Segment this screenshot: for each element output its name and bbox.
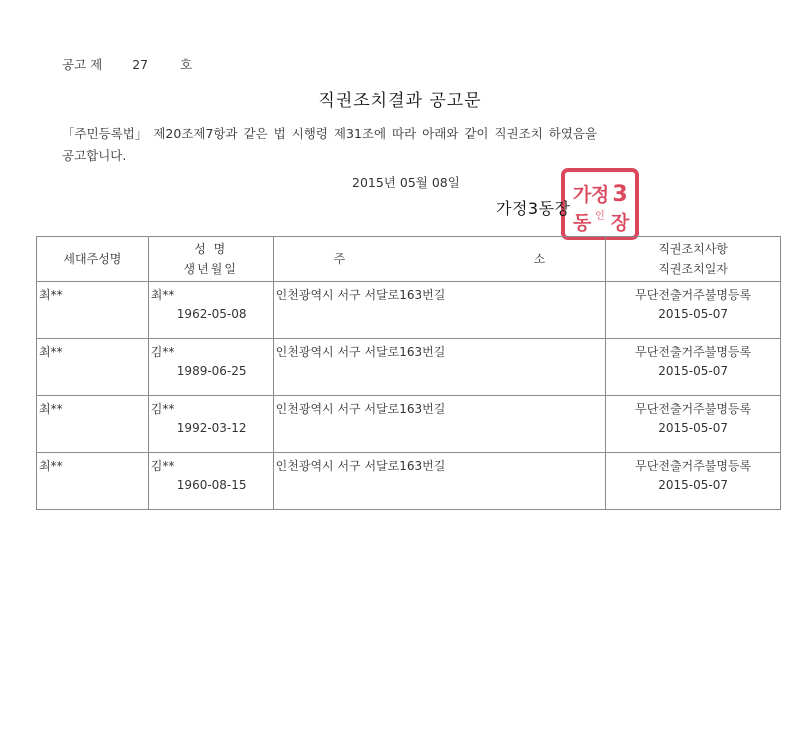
table-row xyxy=(37,396,781,453)
household-head-text: 최** xyxy=(39,345,63,359)
address-text: 인천광역시 서구 서달로163번길 xyxy=(275,288,446,302)
seal-char-6: 인 xyxy=(595,211,605,222)
person-name: 최** xyxy=(150,288,175,302)
header-address-left: 주 xyxy=(333,252,346,266)
action-cell xyxy=(606,282,781,339)
action-cell xyxy=(606,396,781,453)
action-text: 무단전출거주불명등록 xyxy=(635,345,752,359)
person-birthdate: 1960-08-15 xyxy=(176,478,247,492)
household-head-text: 최** xyxy=(39,402,63,416)
household-head-text: 최** xyxy=(39,288,63,302)
address-text: 인천광역시 서구 서달로163번길 xyxy=(275,459,446,473)
action-date-text: 2015-05-07 xyxy=(658,421,728,435)
notice-number-line xyxy=(62,55,192,73)
document-title: 직권조치결과 공고문 xyxy=(318,91,482,111)
seal-char-2: 정 xyxy=(590,184,610,206)
person-name: 김** xyxy=(150,402,175,416)
action-cell xyxy=(606,339,781,396)
person-birthdate: 1992-03-12 xyxy=(176,421,247,435)
household-head-cell xyxy=(37,282,149,339)
household-head-cell xyxy=(37,339,149,396)
body-text-line-2: 공고합니다. xyxy=(62,148,127,163)
person-birthdate: 1989-06-25 xyxy=(176,364,247,378)
action-cell xyxy=(606,453,781,510)
person-birthdate: 1962-05-08 xyxy=(176,307,247,321)
action-text: 무단전출거주불명등록 xyxy=(635,402,752,416)
name-birthdate-cell xyxy=(148,453,273,510)
household-head-text: 최** xyxy=(39,459,63,473)
household-head-cell xyxy=(37,396,149,453)
header-action xyxy=(606,237,781,282)
address-cell xyxy=(273,339,606,396)
action-date-text: 2015-05-07 xyxy=(658,364,728,378)
header-household-head-label: 세대주성명 xyxy=(63,252,122,266)
header-action-date-label: 직권조치일자 xyxy=(658,262,728,276)
address-text: 인천광역시 서구 서달로163번길 xyxy=(275,402,446,416)
header-household-head xyxy=(37,237,149,282)
notice-number: 27 xyxy=(132,57,149,72)
seal-char-3: 3 xyxy=(612,182,628,207)
table-row xyxy=(37,282,781,339)
action-text: 무단전출거주불명등록 xyxy=(635,459,752,473)
person-name: 김** xyxy=(150,459,175,473)
table-header-row xyxy=(37,237,781,282)
household-head-cell xyxy=(37,453,149,510)
table-row xyxy=(37,339,781,396)
seal-char-4: 동 xyxy=(572,212,592,234)
official-seal-stamp xyxy=(560,167,640,241)
header-address xyxy=(273,237,606,282)
action-date-text: 2015-05-07 xyxy=(658,307,728,321)
seal-char-5: 장 xyxy=(610,212,630,234)
table-row xyxy=(37,453,781,510)
header-action-item-label: 직권조치사항 xyxy=(658,242,728,256)
address-cell xyxy=(273,282,606,339)
name-birthdate-cell xyxy=(148,396,273,453)
notice-suffix: 호 xyxy=(180,57,193,72)
header-address-right: 소 xyxy=(533,252,546,266)
name-birthdate-cell xyxy=(148,282,273,339)
notice-label: 공고 제 xyxy=(62,57,103,72)
action-text: 무단전출거주불명등록 xyxy=(635,288,752,302)
body-text-line-1: 「주민등록법」 제20조제7항과 같은 법 시행령 제31조에 따라 아래와 같이 직권조치 하였음을 xyxy=(62,126,598,141)
signer-title: 가정3동장 xyxy=(496,199,571,218)
address-cell xyxy=(273,453,606,510)
action-date-text: 2015-05-07 xyxy=(658,478,728,492)
action-results-table xyxy=(36,236,781,510)
seal-char-1: 가 xyxy=(572,184,592,206)
person-name: 김** xyxy=(150,345,175,359)
header-birthdate-label: 생년월일 xyxy=(183,262,238,276)
name-birthdate-cell xyxy=(148,339,273,396)
address-cell xyxy=(273,396,606,453)
notice-date: 2015년 05월 08일 xyxy=(352,175,460,190)
address-text: 인천광역시 서구 서달로163번길 xyxy=(275,345,446,359)
header-name-label: 성 명 xyxy=(194,242,228,256)
header-name-birthdate xyxy=(148,237,273,282)
